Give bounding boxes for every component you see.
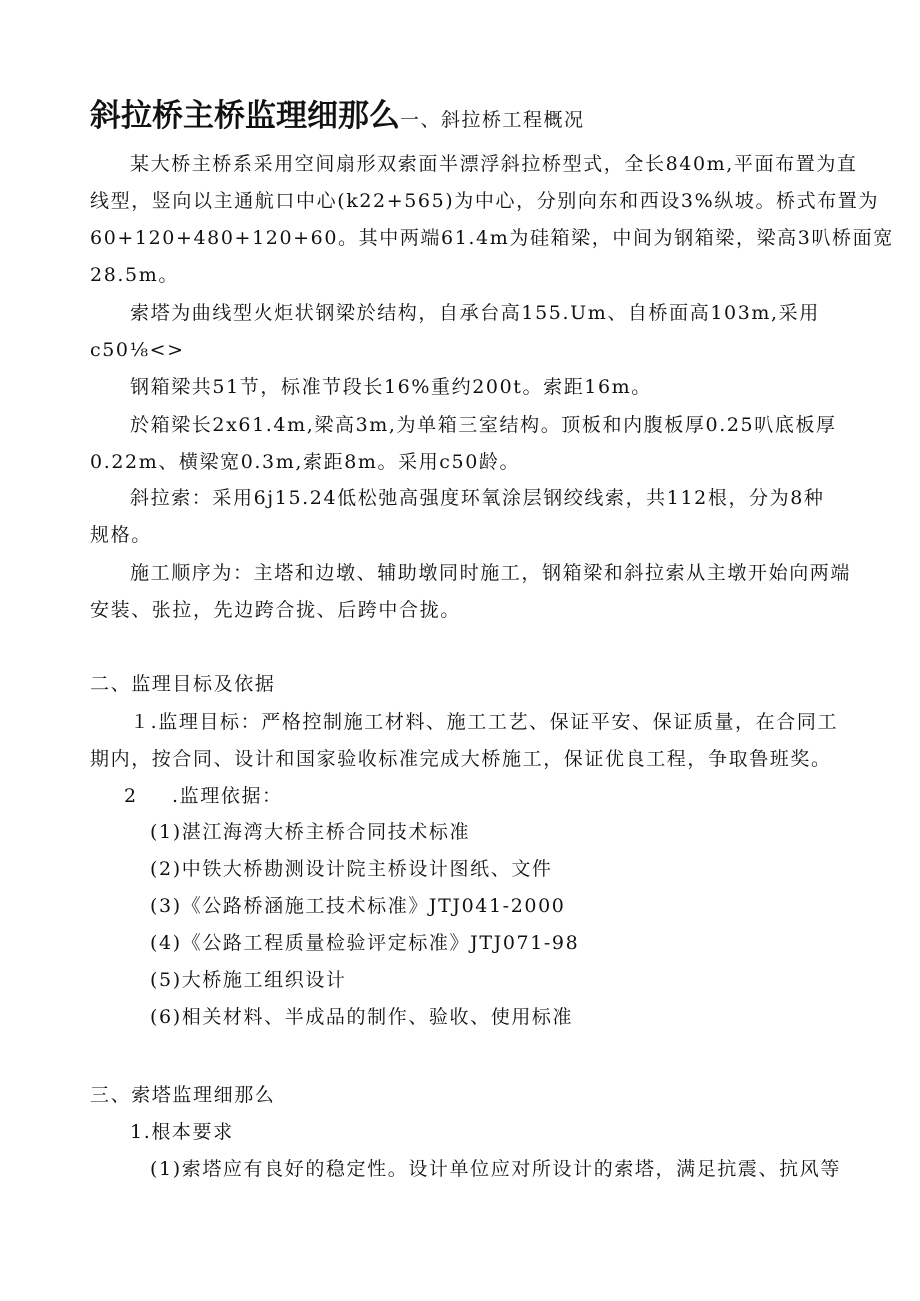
basis-number: 2: [124, 785, 138, 807]
paragraph-line: 60+120+480+120+60。其中两端61.4m为硅箱梁，中间为钢箱梁，梁高3叭桥面宽: [90, 227, 894, 249]
paragraph-line: 某大桥主桥系采用空间扇形双索面半漂浮斜拉桥型式，全长840m,平面布置为直: [130, 153, 858, 175]
list-item: (6)相关材料、半成品的制作、验收、使用标准: [150, 1006, 574, 1028]
list-item: (3)《公路桥涵施工技术标准》JTJ041-2000: [150, 895, 566, 917]
paragraph-line: 斜拉索：采用6j15.24低松弛高强度环氧涂层钢绞线索，共112根，分为8种: [130, 487, 825, 509]
paragraph-line: 钢箱梁共51节，标准节段长16%重约200t。索距16m。: [130, 376, 652, 398]
main-title: 斜拉桥主桥监理细那么: [90, 98, 400, 134]
section-2-heading: 二、监理目标及依据: [90, 673, 276, 695]
paragraph-line: 28.5m。: [90, 264, 179, 286]
list-item: (1)湛江海湾大桥主桥合同技术标准: [150, 821, 471, 843]
paragraph-line: c50⅛<>: [90, 339, 185, 361]
subheading: 1.根本要求: [130, 1121, 234, 1143]
paragraph-line: 於箱梁长2x61.4m,梁高3m,为单箱三室结构。顶板和内腹板厚0.25叭底板厚: [130, 414, 837, 436]
paragraph-line: 0.22m、横梁宽0.3m,索距8m。采用c50龄。: [90, 451, 521, 473]
paragraph-line: 施工顺序为：主塔和边墩、辅助墩同时施工，钢箱梁和斜拉索从主墩开始向两端: [130, 562, 852, 584]
paragraph-line: (1)索塔应有良好的稳定性。设计单位应对所设计的索塔，满足抗震、抗风等: [150, 1158, 841, 1180]
section-1-heading: 一、斜拉桥工程概况: [400, 109, 585, 131]
section-3-heading: 三、索塔监理细那么: [90, 1084, 276, 1106]
document-title: [90, 98, 585, 134]
paragraph-line: 安装、张拉，先边跨合拢、后跨中合拢。: [90, 599, 461, 621]
paragraph-line: 规格。: [90, 524, 152, 546]
list-item: (2)中铁大桥勘测设计院主桥设计图纸、文件: [150, 858, 553, 880]
paragraph-line: １.监理目标：严格控制施工材料、施工工艺、保证平安、保证质量，在合同工: [130, 711, 839, 733]
paragraph-line: 索塔为曲线型火炬状钢梁於结构，自承台高155.Um、自桥面高103m,采用: [130, 302, 820, 324]
basis-label: .监理依据：: [172, 785, 283, 807]
list-item: (5)大桥施工组织设计: [150, 969, 347, 991]
paragraph-line: 线型，竖向以主通航口中心(k22+565)为中心，分别向东和西设3%纵坡。桥式布置为: [90, 190, 880, 212]
paragraph-line: 期内，按合同、设计和国家验收标准完成大桥施工，保证优良工程，争取鲁班奖。: [90, 748, 832, 770]
list-item: (4)《公路工程质量检验评定标准》JTJ071-98: [150, 932, 580, 954]
